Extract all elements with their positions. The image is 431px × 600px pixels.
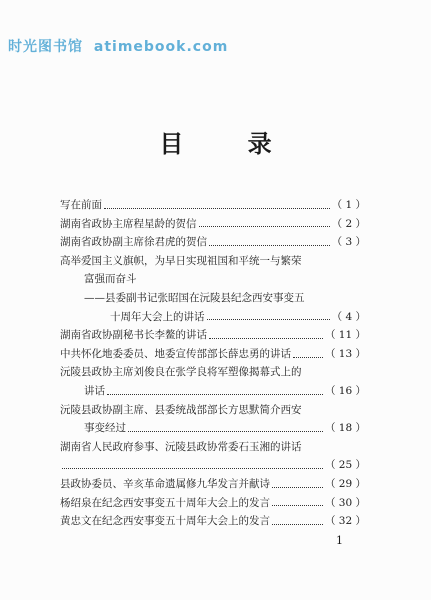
watermark — [8, 36, 228, 56]
toc-entry-page: （ 13 ） — [324, 347, 366, 360]
toc-entry[interactable] — [60, 512, 366, 531]
leader-dots — [272, 505, 323, 506]
toc-entry-title: 湖南省政协副秘书长李鳌的讲话 — [60, 329, 207, 342]
watermark-url: atimebook.com — [93, 39, 229, 55]
toc-entry[interactable] — [60, 494, 366, 513]
toc-entry-title-cont-row — [60, 382, 366, 401]
toc-entry-subtitle-end: 十周年大会上的讲话 — [110, 310, 205, 323]
toc-entry-page: （ 16 ） — [324, 384, 366, 397]
leader-dots — [199, 226, 330, 227]
toc-entry-subtitle-cont — [60, 308, 366, 327]
toc-entry-multiline[interactable] — [60, 363, 366, 400]
toc-entry-title-cont: 富强而奋斗 — [84, 273, 137, 286]
toc-entry[interactable] — [60, 215, 366, 234]
toc-entry-subtitle: ——县委副书记张昭国在沅陵县纪念西安事变五 — [84, 291, 305, 304]
toc-entry-dots-row — [60, 456, 366, 475]
toc-entry-page: （ 29 ） — [324, 477, 366, 490]
page-number: 1 — [336, 534, 343, 547]
toc-entry-page: （ 3 ） — [331, 236, 366, 249]
leader-dots — [207, 319, 330, 320]
leader-dots — [272, 524, 323, 525]
toc-entry-title: 杨绍泉在纪念西安事变五十周年大会上的发言 — [60, 496, 270, 509]
toc-entry-page: （ 32 ） — [324, 515, 366, 528]
toc-entry-title: 沅陵县政协副主席、县委统战部部长方思默简介西安 — [60, 403, 302, 416]
toc-entry[interactable] — [60, 196, 366, 215]
leader-dots — [209, 245, 330, 246]
leader-dots — [107, 394, 323, 395]
toc-entry-page: （ 25 ） — [324, 459, 366, 472]
toc-entry-title-cont: 事变经过 — [84, 422, 126, 435]
page-title: 目 录 — [159, 129, 300, 158]
table-of-contents — [60, 196, 366, 531]
leader-dots — [209, 338, 323, 339]
toc-entry-title: 沅陵县政协主席刘俊良在张学良将军塑像揭幕式上的 — [60, 366, 302, 379]
toc-entry-page: （ 4 ） — [331, 310, 366, 323]
toc-entry-page: （ 11 ） — [324, 329, 366, 342]
toc-entry-title: 湖南省政协主席程星龄的贺信 — [60, 217, 197, 230]
toc-entry-multiline[interactable] — [60, 252, 366, 326]
leader-dots — [104, 208, 330, 209]
toc-entry-title-cont-row — [60, 419, 366, 438]
toc-entry-title: 写在前面 — [60, 199, 102, 211]
toc-entry-title: 湖南省政协副主席徐君虎的贺信 — [60, 236, 207, 249]
toc-entry-title: 高举爱国主义旗帜，为早日实现祖国和平统一与繁荣 — [60, 254, 302, 267]
leader-dots — [272, 487, 323, 488]
leader-dots — [128, 431, 323, 432]
toc-entry-page: （ 1 ） — [331, 199, 366, 211]
watermark-chinese: 时光图书馆 — [8, 39, 83, 55]
toc-entry-page: （ 18 ） — [324, 422, 366, 435]
leader-dots — [293, 357, 323, 358]
toc-entry-multiline[interactable] — [60, 401, 366, 438]
toc-entry[interactable] — [60, 233, 366, 252]
toc-entry-page: （ 2 ） — [331, 217, 366, 230]
toc-entry[interactable] — [60, 475, 366, 494]
toc-entry-page: （ 30 ） — [324, 496, 366, 509]
toc-entry-title: 黄忠文在纪念西安事变五十周年大会上的发言 — [60, 515, 270, 528]
toc-entry-title: 中共怀化地委委员、地委宣传部部长薛忠勇的讲话 — [60, 347, 291, 360]
toc-entry-title-cont: 讲话 — [84, 384, 105, 397]
toc-entry[interactable] — [60, 326, 366, 345]
leader-dots — [62, 468, 323, 469]
toc-entry-multiline[interactable] — [60, 438, 366, 475]
toc-entry-title: 湖南省人民政府参事、沅陵县政协常委石玉湘的讲话 — [60, 440, 302, 453]
toc-entry[interactable] — [60, 345, 366, 364]
toc-entry-title: 县政协委员、辛亥革命遗属修九华发言并献诗 — [60, 477, 270, 490]
